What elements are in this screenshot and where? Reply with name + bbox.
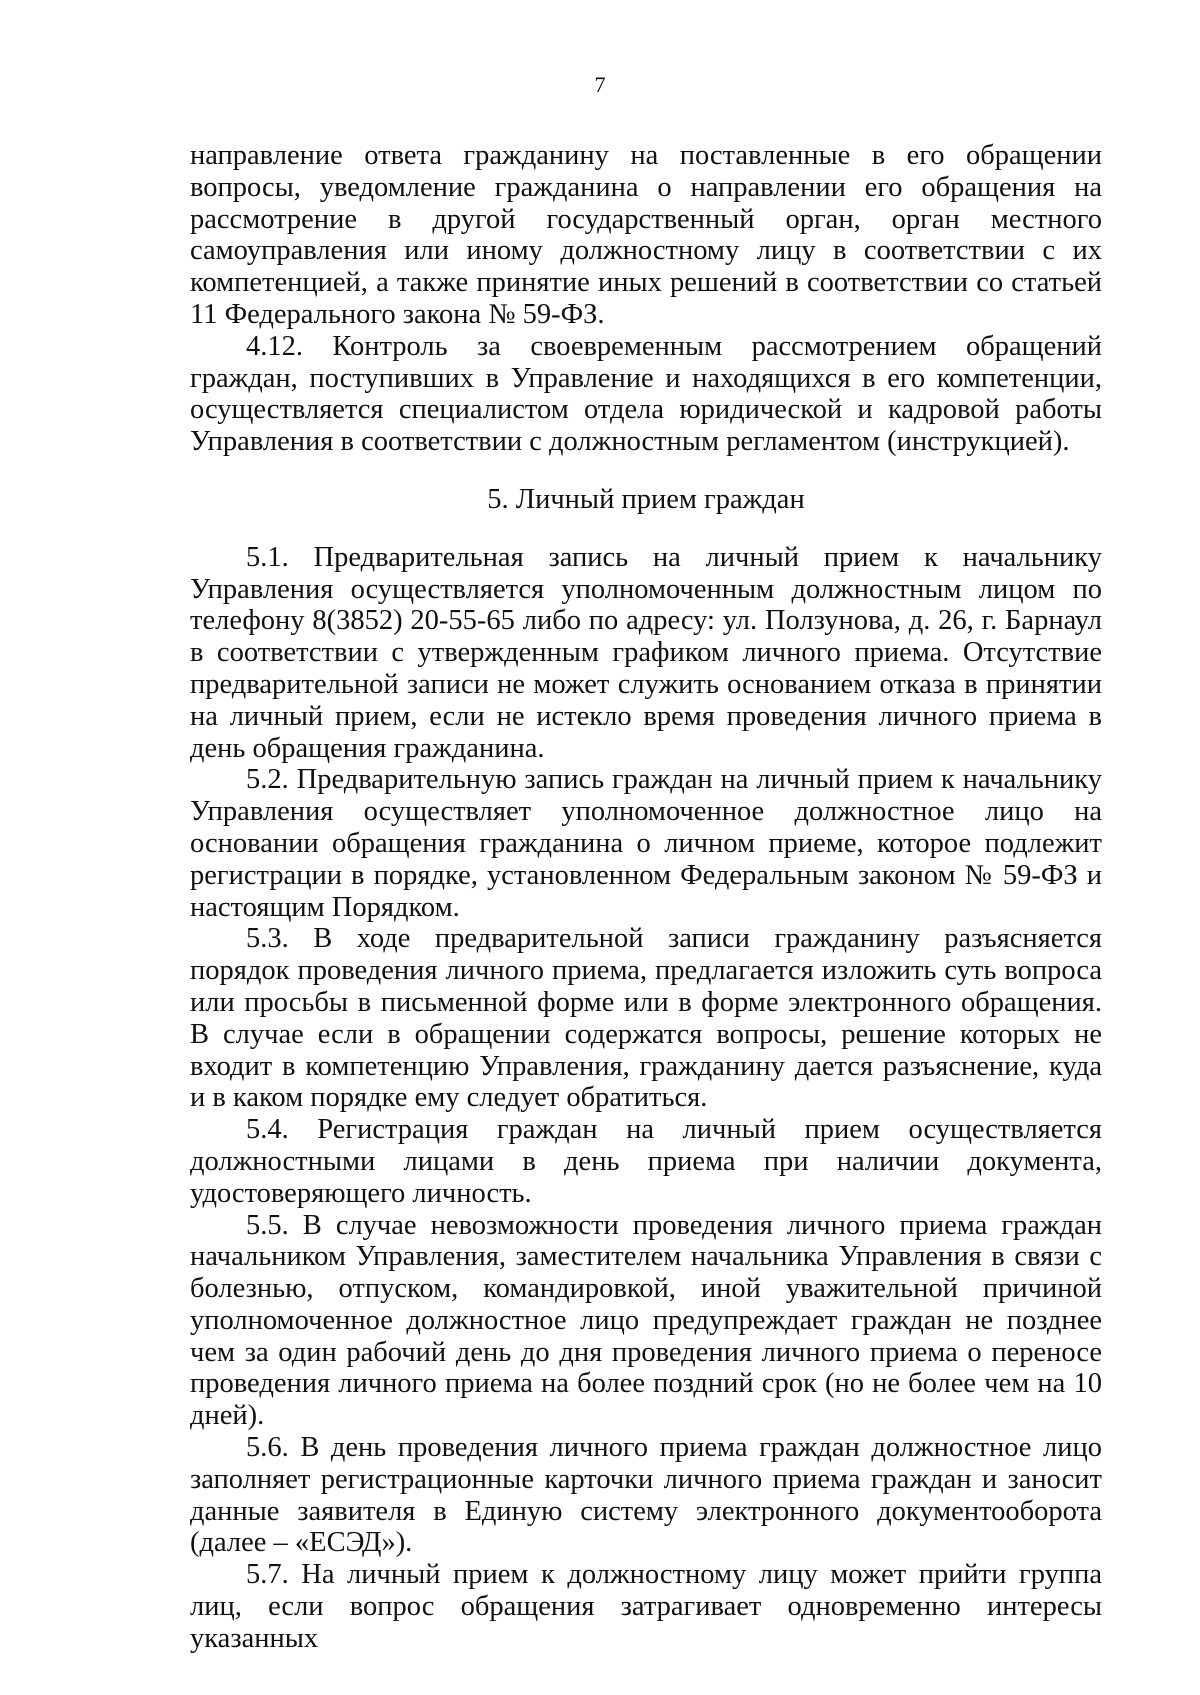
paragraph-5-2: 5.2. Предварительную запись граждан на личный прием к начальнику Управления осуществляет уполномоченное должностное лицо на основании обращения гражданина о личном приеме, которое подлежит регистрации в порядке, установленном Федеральным законом № 59-ФЗ и настоящим Порядком. xyxy=(190,764,1102,923)
document-body xyxy=(190,140,1102,1655)
paragraph-5-7: 5.7. На личный прием к должностному лицу может прийти группа лиц, если вопрос обращения затрагивает одновременно интересы указанных xyxy=(190,1559,1102,1654)
paragraph-continuation: направление ответа гражданину на поставленные в его обращении вопросы, уведомление гражданина о направлении его обращения на рассмотрение в другой государственный орган, орган местного самоуправления или иному должностному лицу в соответствии с их компетенцией, а также принятие иных решений в соответствии со статьей 11 Федерального закона № 59-ФЗ. xyxy=(190,140,1102,330)
paragraph-5-5: 5.5. В случае невозможности проведения личного приема граждан начальником Управления, заместителем начальника Управления в связи с болезнью, отпуском, командировкой, иной уважительной причиной уполномоченное должностное лицо предупреждает граждан не позднее чем за один рабочий день до дня проведения личного приема о переносе проведения личного приема на более поздний срок (но не более чем на 10 дней). xyxy=(190,1209,1102,1432)
page-number: 7 xyxy=(594,72,606,97)
paragraph-5-4: 5.4. Регистрация граждан на личный прием осуществляется должностными лицами в день приема при наличии документа, удостоверяющего личность. xyxy=(190,1114,1102,1209)
paragraph-5-3: 5.3. В ходе предварительной записи гражданину разъясняется порядок проведения личного приема, предлагается изложить суть вопроса или просьбы в письменной форме или в форме электронного обращения. В случае если в обращении содержатся вопросы, решение которых не входит в компетенцию Управления, гражданину дается разъяснение, куда и в каком порядке ему следует обратиться. xyxy=(190,923,1102,1114)
paragraph-5-6: 5.6. В день проведения личного приема граждан должностное лицо заполняет регистрационные карточки личного приема граждан и заносит данные заявителя в Единую систему электронного документооборота (далее – «ЕСЭД»). xyxy=(190,1432,1102,1559)
paragraph-5-1: 5.1. Предварительная запись на личный прием к начальнику Управления осуществляется уполномоченным должностным лицом по телефону 8(3852) 20-55-65 либо по адресу: ул. Ползунова, д. 26, г. Барнаул в соответствии с утвержденным графиком личного приема. Отсутствие предварительной записи не может служить основанием отказа в принятии на личный прием, если не истекло время проведения личного приема в день обращения гражданина. xyxy=(190,541,1102,764)
section-heading: 5. Личный прием граждан xyxy=(487,483,805,515)
paragraph-4-12: 4.12. Контроль за своевременным рассмотрением обращений граждан, поступивших в Управление и находящихся в его компетенции, осуществляется специалистом отдела юридической и кадровой работы Управления в соответствии с должностным регламентом (инструкцией). xyxy=(190,330,1102,458)
